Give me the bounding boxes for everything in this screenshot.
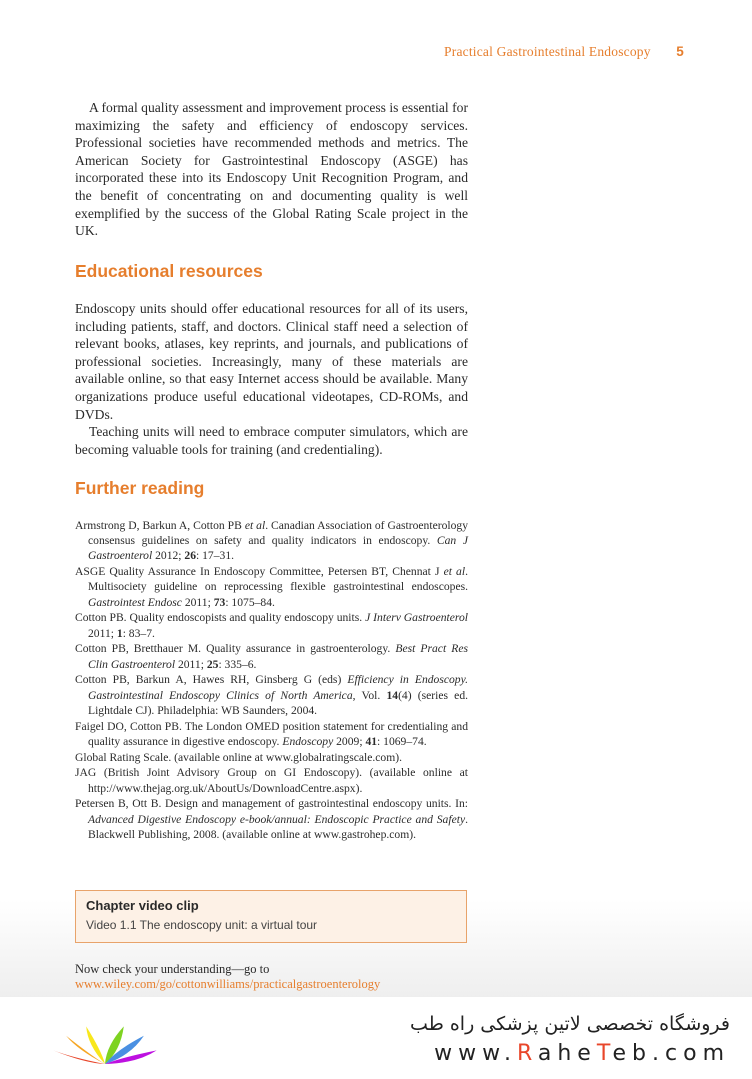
check-understanding	[75, 962, 495, 992]
reference-item: Cotton PB, Barkun A, Hawes RH, Ginsberg G (eds) Efficiency in Endoscopy. Gastrointestinal Endoscopy Clinics of North America, Vol. 14(4) (series ed. Lightdale CJ). Philadelphia: WB Saunders, 2004.	[75, 673, 469, 717]
chapter-video-box	[75, 890, 467, 943]
reference-list	[75, 518, 468, 843]
video-box-title: Chapter video clip	[86, 898, 199, 913]
reference-item: Armstrong D, Barkun A, Cotton PB et al. Canadian Association of Gastroenterology consensus guidelines on safety and quality indicators in endoscopy. Can J Gastroenterol 2012; 26: 17–31.	[75, 519, 468, 563]
companion-site-link[interactable]: www.wiley.com/go/cottonwilliams/practicalgastroenterology	[75, 977, 381, 991]
page-number: 5	[676, 44, 684, 59]
educational-paragraph-1: Endoscopy units should offer educational resources for all of its users, including patients, staff, and doctors. Clinical staff need a selection of relevant books, atlases, key reprints, and journals, and publications of professional societies. Increasingly, many of these materials are available online, so that easy Internet access should be available. Many organizations produce useful educational videotapes, CD-ROMs, and DVDs.	[75, 301, 468, 422]
watermark-footer	[0, 997, 752, 1079]
reference-item: Faigel DO, Cotton PB. The London OMED position statement for credentialing and quality assurance in digestive endoscopy. Endoscopy 2009; 41: 1069–74.	[75, 719, 468, 748]
running-header	[444, 44, 684, 60]
running-title: Practical Gastrointestinal Endoscopy	[444, 44, 651, 59]
reference-item: Petersen B, Ott B. Design and management of gastrointestinal endoscopy units. In: Advanced Digestive Endoscopy e-book/annual: Endoscopic Practice and Safety. Blackwell Publishing, 2008. (available online at www.gastrohep.com).	[75, 797, 468, 841]
educational-paragraph-2: Teaching units will need to embrace computer simulators, which are becoming valuable tools for training (and credentialing).	[75, 424, 468, 457]
educational-heading: Educational resources	[75, 261, 263, 281]
reference-item: Cotton PB. Quality endoscopists and quality endoscopy units. J Interv Gastroenterol 2011; 1: 83–7.	[75, 611, 468, 640]
reference-item: Cotton PB, Bretthauer M. Quality assurance in gastroenterology. Best Pract Res Clin Gastroenterol 2011; 25: 335–6.	[75, 642, 468, 671]
further-reading-heading: Further reading	[75, 478, 205, 498]
reference-item: ASGE Quality Assurance In Endoscopy Committee, Petersen BT, Chennat J et al. Multisociety guideline on reprocessing flexible gastrointestinal endoscopes. Gastrointest Endosc 2011; 73: 1075–84.	[75, 565, 468, 609]
educational-block	[75, 300, 468, 458]
open-book-logo-icon	[40, 1009, 170, 1069]
logo-fan	[53, 1026, 156, 1064]
check-text: Now check your understanding—go to	[75, 962, 270, 976]
reference-item: Global Rating Scale. (available online at www.globalratingscale.com).	[75, 750, 402, 764]
store-url[interactable]: www.RaheTeb.com	[434, 1041, 730, 1066]
store-name: فروشگاه تخصصی لاتین پزشکی راه طب	[410, 1013, 730, 1035]
intro-paragraph: A formal quality assessment and improvement process is essential for maximizing the safety and efficiency of endoscopy services. Professional societies have recommended methods and metrics. The American Society for Gastrointestinal Endoscopy (ASGE) has incorporated these into its Endoscopy Unit Recognition Program, and the benefit of concentrating on and documenting quality is well exemplified by the success of the Global Rating Scale project in the UK.	[75, 100, 468, 239]
intro-block	[75, 99, 468, 240]
reference-item: JAG (British Joint Advisory Group on GI Endoscopy). (available online at http://www.thejag.org.uk/AboutUs/DownloadCentre.aspx).	[75, 766, 468, 795]
video-link[interactable]: Video 1.1 The endoscopy unit: a virtual tour	[86, 918, 318, 932]
